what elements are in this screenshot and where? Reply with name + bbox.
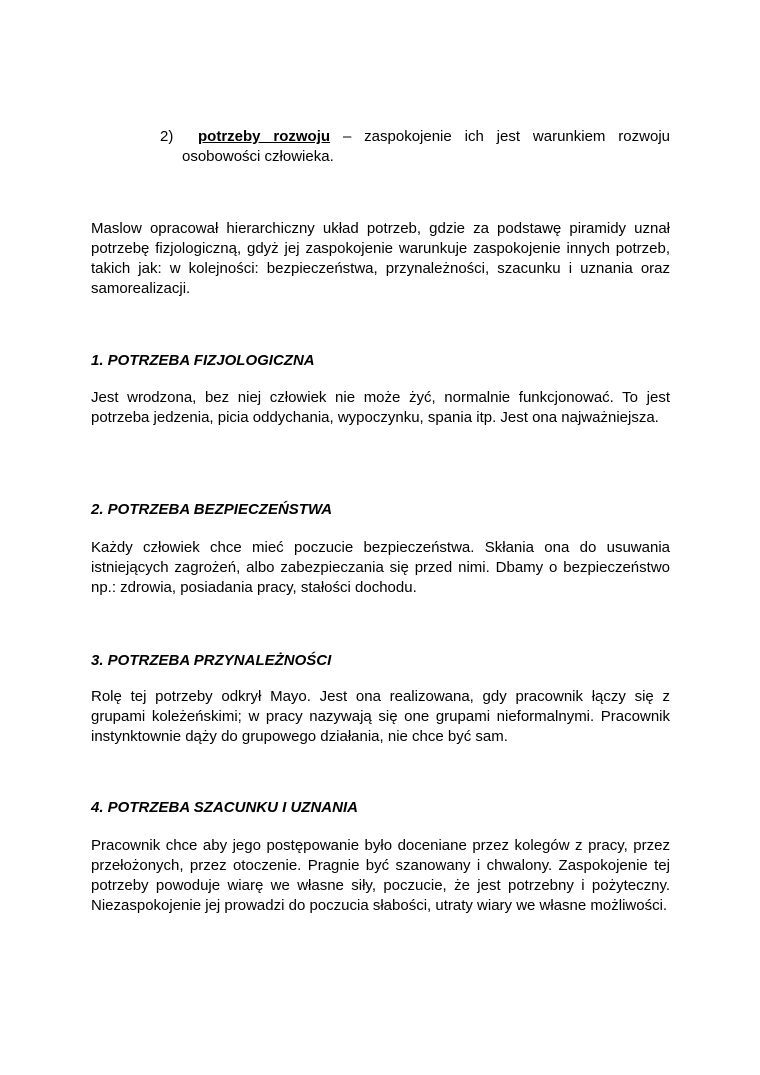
list-rest-line1: – zaspokojenie ich jest warunkiem rozwoju — [330, 128, 670, 145]
intro-paragraph: Maslow opracował hierarchiczny układ potrzeb, gdzie za podstawę piramidy uznał potrzebę fizjologiczną, gdyż jej zaspokojenie warunkuje zaspokojenie innych potrzeb, takich jak: w kolejności: bezpieczeństwa, przynależności, szacunku i uznania oraz samorealizacji. — [91, 220, 670, 297]
list-rest-line2: osobowości człowieka. — [182, 148, 334, 165]
section-heading-2: 2. POTRZEBA BEZPIECZEŃSTWA — [91, 501, 333, 518]
list-item-first-line — [182, 127, 670, 147]
section-body-3: Rolę tej potrzeby odkrył Mayo. Jest ona realizowana, gdy pracownik łączy się z grupami koleżeńskimi; w pracy nazywają się one grupami nieformalnymi. Pracownik instynktownie dąży do grupowego działania, nie chce być sam. — [91, 688, 670, 745]
section-body-1: Jest wrodzona, bez niej człowiek nie może żyć, normalnie funkcjonować. To jest potrzeba jedzenia, picia oddychania, wypoczynku, spania itp. Jest ona najważniejsza. — [91, 389, 670, 426]
list-number: 2) — [160, 128, 174, 145]
section-body-2: Każdy człowiek chce mieć poczucie bezpieczeństwa. Skłania ona do usuwania istniejących zagrożeń, albo zabezpieczania się przed nimi. Dbamy o bezpieczeństwo np.: zdrowia, posiadania pracy, stałości dochodu. — [91, 539, 670, 596]
section-body-4: Pracownik chce aby jego postępowanie było doceniane przez kolegów z pracy, przez przełożonych, przez otoczenie. Pragnie być szanowany i chwalony. Zaspokojenie tej potrzeby powoduje wiarę we własne siły, poczucie, że jest potrzebny i pożyteczny. Niezaspokojenie jej prowadzi do poczucia słabości, utraty wiary we własne możliwości. — [91, 837, 670, 914]
list-term: potrzeby rozwoju — [198, 128, 331, 145]
section-heading-1: 1. POTRZEBA FIZJOLOGICZNA — [91, 352, 315, 369]
section-heading-3: 3. POTRZEBA PRZYNALEŻNOŚCI — [91, 652, 332, 669]
list-item-text — [182, 127, 670, 167]
section-heading-4: 4. POTRZEBA SZACUNKU I UZNANIA — [91, 799, 358, 816]
